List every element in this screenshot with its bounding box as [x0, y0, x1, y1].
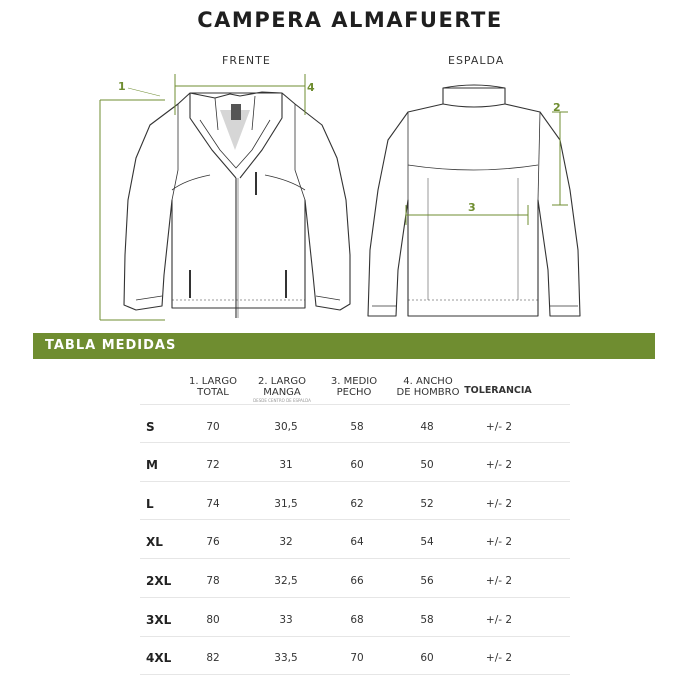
header-line2: TOTAL — [197, 387, 229, 398]
cell-medio-pecho: 58 — [350, 421, 364, 433]
cell-largo-manga: 30,5 — [274, 421, 298, 433]
cell-ancho-hombro: 60 — [420, 652, 434, 664]
header-line1: 1. LARGO — [189, 376, 237, 387]
row-divider — [140, 636, 570, 637]
cell-tolerancia: +/- 2 — [485, 575, 513, 587]
back-view-label: ESPALDA — [448, 54, 505, 67]
size-label: M — [146, 458, 158, 472]
cell-largo-manga: 32 — [279, 536, 293, 548]
header-line1: 2. LARGO — [258, 376, 306, 387]
cell-largo-total: 74 — [206, 498, 220, 510]
cell-ancho-hombro: 52 — [420, 498, 434, 510]
row-divider — [140, 404, 570, 405]
cell-ancho-hombro: 50 — [420, 459, 434, 471]
header-line1: 3. MEDIO — [330, 376, 378, 387]
row-divider — [140, 558, 570, 559]
row-divider — [140, 442, 570, 443]
size-label: 2XL — [146, 574, 172, 588]
section-banner: TABLA MEDIDAS — [33, 333, 655, 359]
cell-largo-total: 80 — [206, 614, 220, 626]
size-label: 4XL — [146, 651, 172, 665]
front-jacket-illustration — [124, 92, 350, 318]
cell-medio-pecho: 66 — [350, 575, 364, 587]
cell-tolerancia: +/- 2 — [485, 459, 513, 471]
header-line2: MANGA — [263, 387, 301, 398]
cell-largo-total: 70 — [206, 421, 220, 433]
cell-largo-manga: 33 — [279, 614, 293, 626]
row-divider — [140, 481, 570, 482]
size-label: XL — [146, 535, 163, 549]
header-line2: PECHO — [336, 387, 372, 398]
cell-medio-pecho: 62 — [350, 498, 364, 510]
header-tolerancia — [453, 385, 543, 396]
cell-medio-pecho: 70 — [350, 652, 364, 664]
size-label: 3XL — [146, 613, 172, 627]
cell-medio-pecho: 60 — [350, 459, 364, 471]
measure-marker-1: 1 — [118, 80, 126, 93]
page-title: CAMPERA ALMAFUERTE — [197, 8, 503, 32]
cell-medio-pecho: 68 — [350, 614, 364, 626]
measure-marker-3: 3 — [468, 201, 476, 214]
cell-largo-manga: 32,5 — [274, 575, 298, 587]
jacket-technical-drawing — [0, 60, 700, 325]
cell-tolerancia: +/- 2 — [485, 536, 513, 548]
cell-largo-total: 78 — [206, 575, 220, 587]
cell-tolerancia: +/- 2 — [485, 652, 513, 664]
cell-largo-manga: 33,5 — [274, 652, 298, 664]
cell-largo-total: 76 — [206, 536, 220, 548]
header-note: DESDE CENTRO DE ESPALDA — [253, 398, 311, 403]
cell-largo-manga: 31 — [279, 459, 293, 471]
size-label: L — [146, 497, 154, 511]
cell-largo-manga: 31,5 — [274, 498, 298, 510]
cell-ancho-hombro: 48 — [420, 421, 434, 433]
header-line1: 4. ANCHO — [403, 376, 453, 387]
cell-ancho-hombro: 58 — [420, 614, 434, 626]
cell-medio-pecho: 64 — [350, 536, 364, 548]
cell-largo-total: 82 — [206, 652, 220, 664]
row-divider — [140, 597, 570, 598]
measure-marker-2: 2 — [553, 101, 561, 114]
header-line1: TOLERANCIA — [464, 385, 532, 396]
header-line2: DE HOMBRO — [396, 387, 460, 398]
cell-ancho-hombro: 56 — [420, 575, 434, 587]
size-label: S — [146, 420, 155, 434]
cell-tolerancia: +/- 2 — [485, 498, 513, 510]
row-divider — [140, 674, 570, 675]
cell-largo-total: 72 — [206, 459, 220, 471]
front-view-label: FRENTE — [222, 54, 271, 67]
cell-ancho-hombro: 54 — [420, 536, 434, 548]
cell-tolerancia: +/- 2 — [485, 614, 513, 626]
cell-tolerancia: +/- 2 — [485, 421, 513, 433]
measure-marker-4: 4 — [307, 81, 315, 94]
row-divider — [140, 519, 570, 520]
